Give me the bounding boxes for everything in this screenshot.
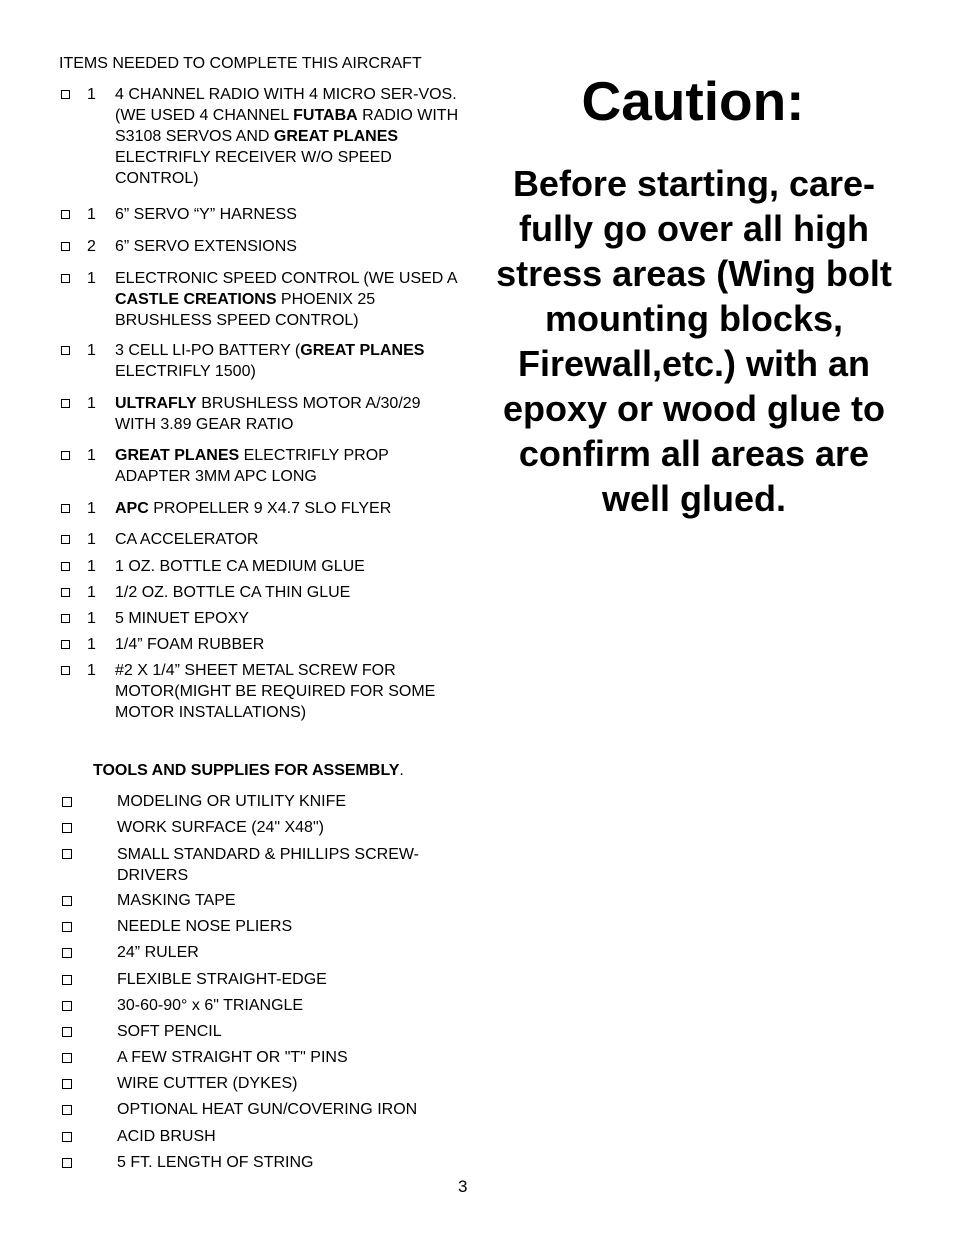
item-description	[115, 582, 465, 603]
checkbox-icon[interactable]	[61, 666, 70, 675]
checkbox-icon[interactable]	[61, 90, 70, 99]
item-description	[115, 393, 465, 435]
item-quantity: 1	[87, 447, 96, 464]
checkbox-icon[interactable]	[62, 948, 72, 958]
checkbox-icon[interactable]	[61, 504, 70, 513]
caution-body: Before starting, care-fully go over all high stress areas (Wing bolt mounting blocks, Firewall,etc.) with an epoxy or wood glue to confirm all areas are well glued.	[496, 163, 892, 519]
checkbox-icon[interactable]	[61, 535, 70, 544]
item-quantity: 1	[87, 662, 96, 679]
checkbox-icon[interactable]	[62, 1001, 72, 1011]
item-text: 3 CELL LI-PO BATTERY (	[115, 342, 301, 359]
item-quantity: 1	[87, 558, 96, 575]
item-description	[115, 204, 465, 225]
tool-label: OPTIONAL HEAT GUN/COVERING IRON	[117, 1101, 418, 1118]
item-text: PROPELLER 9 X4.7 SLO FLYER	[148, 500, 392, 517]
item-text: CA ACCELERATOR	[115, 531, 259, 548]
checkbox-icon[interactable]	[62, 849, 72, 859]
checkbox-icon[interactable]	[61, 399, 70, 408]
brand-name: CASTLE CREATIONS	[115, 291, 277, 308]
tools-heading-period: .	[399, 762, 404, 779]
item-text: 6” SERVO EXTENSIONS	[115, 238, 297, 255]
item-description	[115, 84, 465, 189]
item-description	[115, 498, 465, 519]
tool-label: A FEW STRAIGHT OR "T" PINS	[117, 1049, 348, 1066]
item-description	[115, 529, 465, 550]
brand-name: FUTABA	[293, 107, 358, 124]
item-text: 6” SERVO “Y” HARNESS	[115, 206, 297, 223]
tool-label: 24” RULER	[117, 944, 199, 961]
item-text: 1/2 OZ. BOTTLE CA THIN GLUE	[115, 584, 351, 601]
item-quantity: 1	[87, 270, 96, 287]
brand-name: GREAT PLANES	[115, 447, 240, 464]
checkbox-icon[interactable]	[61, 640, 70, 649]
item-quantity: 1	[87, 636, 96, 653]
item-text: ELECTRIFLY PROP ADAPTER 3MM APC LONG	[115, 447, 389, 485]
item-description	[115, 608, 465, 629]
caution-title: Caution:	[581, 70, 805, 132]
item-description	[115, 556, 465, 577]
checkbox-icon[interactable]	[61, 242, 70, 251]
checkbox-icon[interactable]	[62, 1027, 72, 1037]
item-quantity: 1	[87, 395, 96, 412]
item-text: 5 MINUET EPOXY	[115, 610, 249, 627]
item-text: #2 X 1/4” SHEET METAL SCREW FOR MOTOR(MIGHT BE REQUIRED FOR SOME MOTOR INSTALLATIONS)	[115, 662, 436, 721]
item-description	[115, 634, 465, 655]
tool-label: WIRE CUTTER (DYKES)	[117, 1075, 298, 1092]
checkbox-icon[interactable]	[62, 922, 72, 932]
checkbox-icon[interactable]	[62, 896, 72, 906]
item-quantity: 1	[87, 206, 96, 223]
checkbox-icon[interactable]	[61, 588, 70, 597]
item-quantity: 1	[87, 610, 96, 627]
checkbox-icon[interactable]	[62, 797, 72, 807]
item-quantity: 1	[87, 531, 96, 548]
item-quantity: 1	[87, 342, 96, 359]
tool-label: ACID BRUSH	[117, 1128, 216, 1145]
item-description	[115, 660, 465, 723]
checkbox-icon[interactable]	[61, 274, 70, 283]
checkbox-icon[interactable]	[61, 614, 70, 623]
item-text: RADIO WITH S3108 SERVOS AND	[115, 107, 459, 145]
item-quantity: 1	[87, 584, 96, 601]
page-number: 3	[458, 1177, 468, 1196]
brand-name: GREAT PLANES	[300, 342, 425, 359]
checkbox-icon[interactable]	[62, 823, 72, 833]
items-heading: ITEMS NEEDED TO COMPLETE THIS AIRCRAFT	[59, 55, 422, 72]
tool-label: 30-60-90° x 6" TRIANGLE	[117, 997, 304, 1014]
tool-label: MASKING TAPE	[117, 892, 236, 909]
checkbox-icon[interactable]	[62, 975, 72, 985]
item-text: ELECTRIFLY 1500)	[115, 363, 256, 380]
item-text: 1 OZ. BOTTLE CA MEDIUM GLUE	[115, 558, 365, 575]
checkbox-icon[interactable]	[62, 1105, 72, 1115]
item-text: ELECTRIFLY RECEIVER W/O SPEED CONTROL)	[115, 149, 392, 187]
checkbox-icon[interactable]	[61, 451, 70, 460]
item-quantity: 1	[87, 500, 96, 517]
checkbox-icon[interactable]	[61, 346, 70, 355]
item-text: 1/4” FOAM RUBBER	[115, 636, 265, 653]
item-text: 4 CHANNEL RADIO WITH 4 MICRO SER-VOS. (WE USED 4 CHANNEL	[115, 86, 457, 124]
item-text: ELECTRONIC SPEED CONTROL (WE USED A	[115, 270, 457, 287]
checkbox-icon[interactable]	[62, 1079, 72, 1089]
item-description	[115, 445, 465, 487]
tools-heading-text: TOOLS AND SUPPLIES FOR ASSEMBLY	[93, 762, 400, 779]
tool-label: SOFT PENCIL	[117, 1023, 222, 1040]
item-description	[115, 340, 465, 382]
item-text: PHOENIX 25 BRUSHLESS SPEED CONTROL)	[115, 291, 376, 329]
checkbox-icon[interactable]	[62, 1053, 72, 1063]
item-description	[115, 268, 465, 331]
tool-label: 5 FT. LENGTH OF STRING	[117, 1154, 314, 1171]
item-description	[115, 236, 465, 257]
item-quantity: 1	[87, 86, 96, 103]
checkbox-icon[interactable]	[62, 1158, 72, 1168]
tool-label: NEEDLE NOSE PLIERS	[117, 918, 293, 935]
brand-name: ULTRAFLY	[115, 395, 197, 412]
checkbox-icon[interactable]	[61, 562, 70, 571]
tool-label: FLEXIBLE STRAIGHT-EDGE	[117, 971, 327, 988]
tools-heading	[93, 760, 404, 781]
item-quantity: 2	[87, 238, 96, 255]
checkbox-icon[interactable]	[61, 210, 70, 219]
brand-name: APC	[115, 500, 149, 517]
tool-label: SMALL STANDARD & PHILLIPS SCREW-DRIVERS	[117, 846, 419, 884]
checkbox-icon[interactable]	[62, 1132, 72, 1142]
brand-name: GREAT PLANES	[273, 128, 399, 145]
tool-label: WORK SURFACE (24" X48")	[117, 819, 324, 836]
tool-label: MODELING OR UTILITY KNIFE	[117, 793, 347, 810]
item-text: BRUSHLESS MOTOR A/30/29 WITH 3.89 GEAR RATIO	[115, 395, 421, 433]
